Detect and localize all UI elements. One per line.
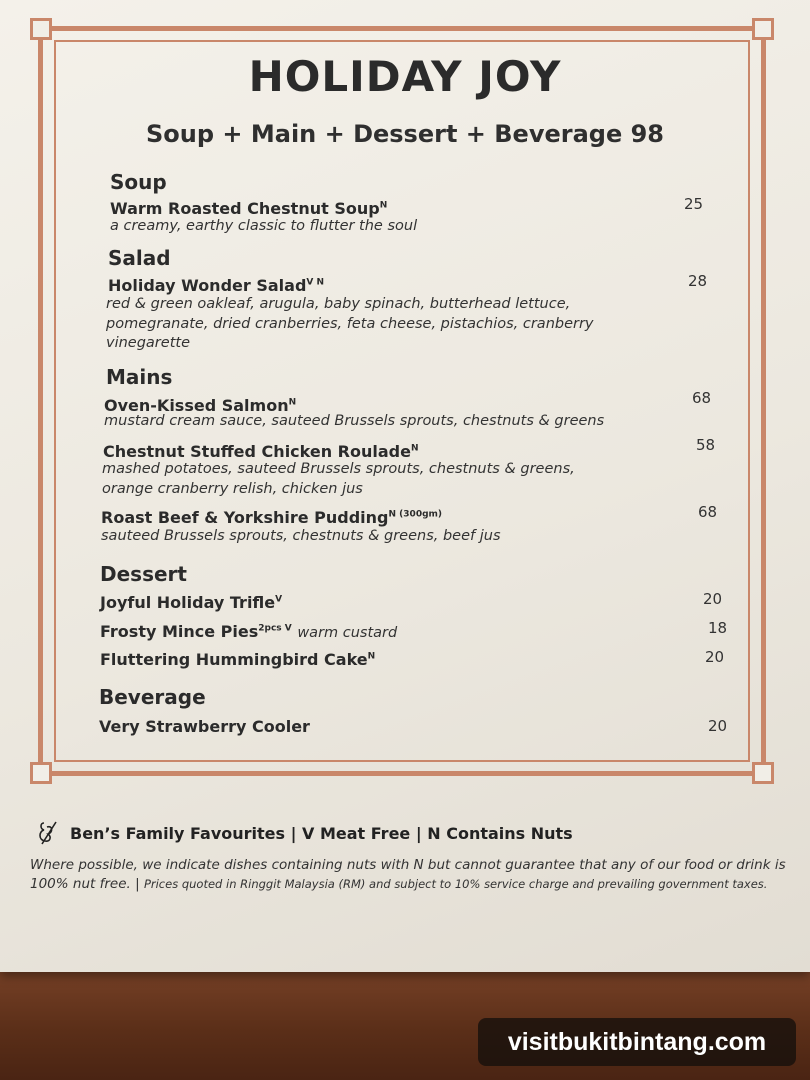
dietary-legend — [36, 820, 573, 846]
menu-item-name: Warm Roasted Chestnut Soup$^N$ — [110, 199, 388, 218]
menu-item-description: mustard cream sauce, sauteed Brussels sprouts, chestnuts & greens — [104, 413, 605, 429]
section-heading-dessert: Dessert — [100, 562, 187, 586]
price-note: Prices quoted in Ringgit Malaysia (RM) and subject to 10% service charge and prevailing government taxes. — [143, 877, 768, 891]
section-heading-salad: Salad — [108, 246, 171, 270]
frame-corner — [30, 762, 52, 784]
menu-item-price: 20 — [703, 590, 723, 608]
menu-item-price: 18 — [708, 619, 728, 637]
menu-item-price: 58 — [696, 436, 716, 454]
frame-corner — [30, 18, 52, 40]
menu-item-price: 68 — [692, 389, 712, 407]
menu-item-price: 25 — [684, 195, 704, 213]
menu-item-description: a creamy, earthy classic to flutter the soul — [110, 218, 418, 234]
section-heading-beverage: Beverage — [99, 685, 206, 709]
menu-item-price: 20 — [708, 717, 728, 735]
menu-item-name: Holiday Wonder Salad$^{V N}$ — [108, 276, 325, 295]
menu-item-name: Roast Beef & Yorkshire Pudding$^{N (300gm)}$ — [101, 508, 443, 527]
menu-item-description: mashed potatoes, sauteed Brussels sprouts, chestnuts & greens, orange cranberry relish, chicken jus — [102, 461, 575, 497]
bens-logo-icon — [36, 820, 60, 846]
menu-title: HOLIDAY JOY — [248, 52, 562, 101]
menu-item-name: Very Strawberry Cooler — [99, 717, 310, 736]
legend-text: Ben’s Family Favourites | V Meat Free | N Contains Nuts — [70, 823, 573, 843]
menu-item-name: Chestnut Stuffed Chicken Roulade$^N$ — [103, 442, 419, 461]
set-offer: Soup + Main + Dessert + Beverage 98 — [146, 120, 664, 148]
menu-item-name: Oven-Kissed Salmon$^N$ — [104, 396, 297, 415]
menu-item-price: 20 — [705, 648, 725, 666]
menu-item-name: Fluttering Hummingbird Cake$^N$ — [100, 650, 376, 669]
section-heading-mains: Mains — [106, 365, 173, 389]
menu-item-name: Joyful Holiday Trifle$^V$ — [100, 593, 283, 612]
allergen-disclaimer: Where possible, we indicate dishes containing nuts with N but cannot guarantee that any of our food or drink is 100% nut free. | Prices quoted in Ringgit Malaysia (RM) and subject to 10% service charge and prevailing government taxes. — [30, 857, 786, 892]
menu-item-description: sauteed Brussels sprouts, chestnuts & greens, beef jus — [101, 528, 501, 544]
section-heading-soup: Soup — [110, 170, 167, 194]
watermark: visitbukitbintang.com — [478, 1018, 796, 1066]
frame-corner — [752, 18, 774, 40]
menu-item-name: Frosty Mince Pies$^{2pcs V}$ warm custard — [100, 622, 398, 641]
menu-item-price: 28 — [688, 272, 708, 290]
frame-corner — [752, 762, 774, 784]
menu-item-description: red & green oakleaf, arugula, baby spinach, butterhead lettuce, pomegranate, dried cranberries, feta cheese, pistachios, cranberry vinegarette — [106, 296, 594, 351]
menu-item-price: 68 — [698, 503, 718, 521]
